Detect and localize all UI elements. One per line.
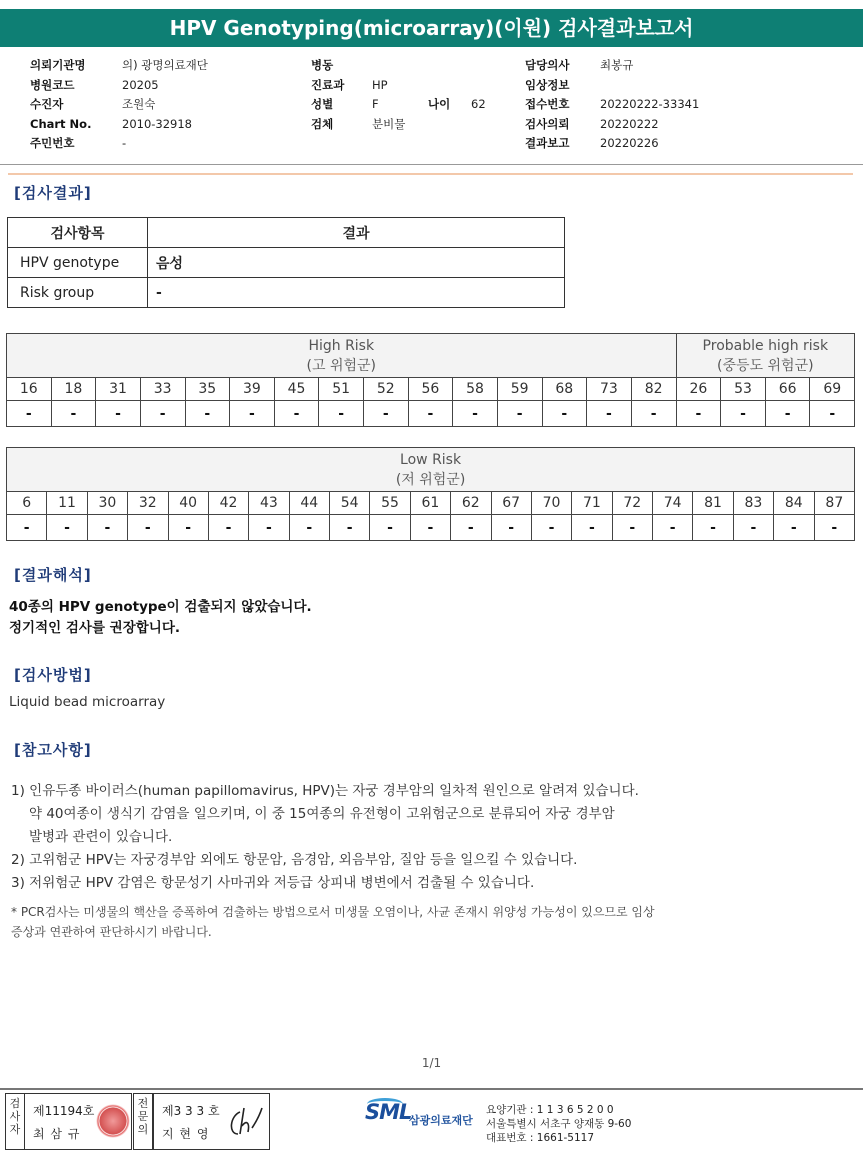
contact-info <box>486 1103 631 1145</box>
high-risk-title: High Risk <box>308 337 375 354</box>
interpretation-line: 40종의 HPV genotype이 검출되지 않았습니다. <box>9 599 312 615</box>
info-column-2 <box>311 56 486 134</box>
info-value: 조원숙 <box>122 97 156 111</box>
inspector-label <box>5 1093 25 1150</box>
genotype-result: - <box>330 515 370 541</box>
label-char: 문 <box>137 1110 149 1123</box>
info-value: HP <box>372 77 388 92</box>
genotype-label: 6 <box>7 492 47 515</box>
genotype-label: 58 <box>453 378 498 401</box>
genotype-label: 31 <box>96 378 141 401</box>
logo-arc-icon <box>367 1098 403 1110</box>
genotype-result: - <box>733 515 773 541</box>
genotype-result: - <box>274 401 319 427</box>
inspector-number: 제11194호 <box>33 1104 95 1118</box>
high-risk-table <box>6 333 855 427</box>
contact-line: 대표번호 : 1661-5117 <box>486 1132 595 1144</box>
note-item: 1) 인유두종 바이러스(human papillomavirus, HPV)는 자궁 경부암의 일차적 원인으로 알려져 있습니다. <box>11 783 639 799</box>
info-label: 병동 <box>311 58 334 72</box>
genotype-label: 54 <box>330 492 370 515</box>
genotype-result: - <box>168 515 208 541</box>
genotype-result: - <box>185 401 230 427</box>
genotype-result: - <box>542 401 587 427</box>
sml-logo <box>365 1100 473 1127</box>
genotype-label: 81 <box>693 492 733 515</box>
label-char: 자 <box>9 1123 21 1136</box>
genotype-result: - <box>408 401 453 427</box>
note-item: 2) 고위험군 HPV는 자궁경부암 외에도 항문암, 음경암, 외음부암, 질암 등을 일으킬 수 있습니다. <box>11 852 578 868</box>
genotype-result: - <box>491 515 531 541</box>
genotype-result: - <box>47 515 87 541</box>
genotype-result: - <box>453 401 498 427</box>
divider <box>8 173 853 175</box>
genotype-label: 56 <box>408 378 453 401</box>
info-value: 의) 광명의료재단 <box>122 58 208 72</box>
genotype-label: 53 <box>721 378 766 401</box>
info-value: 20205 <box>122 77 159 92</box>
info-label: 접수번호 <box>525 97 570 111</box>
result-header-item: 검사항목 <box>8 218 148 248</box>
genotype-label: 39 <box>230 378 275 401</box>
genotype-label: 74 <box>653 492 693 515</box>
result-table <box>7 217 565 308</box>
info-label: 의뢰기관명 <box>30 58 86 72</box>
result-value: - <box>148 278 565 308</box>
genotype-label: 66 <box>765 378 810 401</box>
genotype-result: - <box>249 515 289 541</box>
seal-icon <box>96 1104 130 1138</box>
genotype-result: - <box>87 515 127 541</box>
low-risk-subtitle: (저 위험군) <box>395 471 466 488</box>
info-value: 최봉규 <box>600 58 634 72</box>
inspector-name: 최 삼 규 <box>33 1127 81 1141</box>
genotype-label: 11 <box>47 492 87 515</box>
genotype-label: 42 <box>208 492 248 515</box>
notes-list <box>11 780 639 895</box>
info-label: 담당의사 <box>525 58 570 72</box>
note-item: 발병과 관련이 있습니다. <box>29 829 173 845</box>
genotype-label: 52 <box>364 378 409 401</box>
info-column-1 <box>30 56 208 154</box>
section-result-heading: [검사결과] <box>14 184 92 202</box>
note-item: 약 40여종이 생식기 감염을 일으키며, 이 중 15여종의 유전형이 고위험군으로 분류되어 자궁 경부암 <box>29 806 615 822</box>
genotype-result: - <box>676 401 721 427</box>
genotype-result: - <box>451 515 491 541</box>
genotype-label: 72 <box>612 492 652 515</box>
genotype-result: - <box>612 515 652 541</box>
low-risk-header <box>7 448 855 492</box>
genotype-result: - <box>497 401 542 427</box>
interpretation-line: 정기적인 검사를 권장합니다. <box>9 620 181 636</box>
info-label: 성별 <box>311 97 334 111</box>
genotype-result: - <box>531 515 571 541</box>
genotype-label: 32 <box>128 492 168 515</box>
genotype-result: - <box>814 515 855 541</box>
genotype-label: 68 <box>542 378 587 401</box>
probable-high-risk-header <box>676 334 855 378</box>
footnote <box>11 902 841 942</box>
genotype-label: 51 <box>319 378 364 401</box>
section-method-heading: [검사방법] <box>14 666 92 684</box>
method-text: Liquid bead microarray <box>9 694 166 710</box>
info-label: 수진자 <box>30 97 64 111</box>
genotype-label: 45 <box>274 378 319 401</box>
genotype-result: - <box>410 515 450 541</box>
low-risk-result-row <box>7 515 855 541</box>
section-notes-heading: [참고사항] <box>14 741 92 759</box>
genotype-label: 69 <box>810 378 855 401</box>
genotype-label: 40 <box>168 492 208 515</box>
low-risk-table <box>6 447 855 541</box>
specialist-number: 제3 3 3 호 <box>162 1104 220 1118</box>
info-value: 분비물 <box>372 116 406 131</box>
genotype-result: - <box>774 515 814 541</box>
genotype-result: - <box>370 515 410 541</box>
specialist-label <box>133 1093 153 1150</box>
inspector-label-text <box>6 1097 24 1136</box>
genotype-result: - <box>572 515 612 541</box>
probable-high-risk-subtitle: (중등도 위험군) <box>717 357 814 374</box>
info-label: 임상정보 <box>525 77 570 92</box>
footer-divider <box>0 1088 863 1090</box>
logo-mark: SML <box>365 1100 412 1124</box>
result-item: HPV genotype <box>8 248 148 278</box>
info-label: 검체 <box>311 116 334 131</box>
page-number: 1/1 <box>421 1056 442 1070</box>
footnote-line: * PCR검사는 미생물의 핵산을 증폭하여 검출하는 방법으로서 미생물 오염이나, 사균 존재시 위양성 가능성이 있으므로 임상 <box>11 905 655 919</box>
genotype-result: - <box>208 515 248 541</box>
divider <box>0 164 863 165</box>
info-value: 20220226 <box>600 136 659 150</box>
result-item: Risk group <box>8 278 148 308</box>
age-label: 나이 <box>428 97 451 111</box>
interpretation-text <box>9 597 312 639</box>
genotype-label: 62 <box>451 492 491 515</box>
genotype-label: 83 <box>733 492 773 515</box>
info-value: F <box>372 97 379 111</box>
genotype-label: 73 <box>587 378 632 401</box>
high-risk-type-row <box>7 378 855 401</box>
result-header-result: 결과 <box>148 218 565 248</box>
genotype-label: 18 <box>51 378 96 401</box>
info-value: - <box>122 136 127 150</box>
genotype-result: - <box>587 401 632 427</box>
note-item: 3) 저위험군 HPV 감염은 항문성기 사마귀와 저등급 상피내 병변에서 검출될 수 있습니다. <box>11 875 535 891</box>
probable-high-risk-title: Probable high risk <box>702 337 829 354</box>
genotype-result: - <box>7 401 52 427</box>
info-label: 진료과 <box>311 77 345 92</box>
info-column-3 <box>525 56 699 154</box>
genotype-label: 70 <box>531 492 571 515</box>
genotype-label: 16 <box>7 378 52 401</box>
specialist-name: 지 현 영 <box>162 1127 210 1141</box>
genotype-label: 44 <box>289 492 329 515</box>
genotype-label: 61 <box>410 492 450 515</box>
genotype-label: 43 <box>249 492 289 515</box>
info-label: Chart No. <box>30 116 92 131</box>
genotype-label: 67 <box>491 492 531 515</box>
info-value: 20220222 <box>600 116 659 131</box>
genotype-label: 59 <box>497 378 542 401</box>
genotype-result: - <box>364 401 409 427</box>
genotype-result: - <box>653 515 693 541</box>
high-risk-header <box>7 334 677 378</box>
contact-line: 요양기관 : 1 1 3 6 5 2 0 0 <box>486 1104 614 1116</box>
info-value: 20220222-33341 <box>600 97 700 111</box>
genotype-result: - <box>810 401 855 427</box>
genotype-label: 26 <box>676 378 721 401</box>
genotype-result: - <box>631 401 676 427</box>
contact-line: 서울특별시 서초구 양재동 9-60 <box>486 1118 632 1130</box>
low-risk-title: Low Risk <box>400 451 462 468</box>
genotype-result: - <box>693 515 733 541</box>
label-char: 검 <box>9 1097 21 1110</box>
genotype-result: - <box>319 401 364 427</box>
high-risk-subtitle: (고 위험군) <box>306 357 377 374</box>
logo-name: 삼광의료재단 <box>409 1114 473 1127</box>
genotype-result: - <box>289 515 329 541</box>
label-char: 사 <box>9 1110 21 1123</box>
info-label: 결과보고 <box>525 136 570 150</box>
genotype-label: 87 <box>814 492 855 515</box>
genotype-result: - <box>230 401 275 427</box>
genotype-label: 71 <box>572 492 612 515</box>
info-value: 2010-32918 <box>122 116 192 131</box>
signature-icon <box>224 1100 266 1142</box>
info-label: 병원코드 <box>30 77 75 92</box>
low-risk-type-row <box>7 492 855 515</box>
section-interpretation-heading: [결과해석] <box>14 566 92 584</box>
genotype-label: 55 <box>370 492 410 515</box>
label-char: 의 <box>137 1123 149 1136</box>
label-char: 전 <box>137 1097 149 1110</box>
genotype-label: 82 <box>631 378 676 401</box>
genotype-result: - <box>140 401 185 427</box>
genotype-result: - <box>128 515 168 541</box>
genotype-label: 35 <box>185 378 230 401</box>
genotype-result: - <box>7 515 47 541</box>
age-value: 62 <box>471 97 486 111</box>
genotype-result: - <box>96 401 141 427</box>
genotype-label: 84 <box>774 492 814 515</box>
report-title: HPV Genotyping(microarray)(이원) 검사결과보고서 <box>0 9 863 47</box>
genotype-result: - <box>721 401 766 427</box>
footnote-line: 증상과 연관하여 판단하시기 바랍니다. <box>11 925 212 939</box>
info-label: 주민번호 <box>30 136 75 150</box>
genotype-result: - <box>765 401 810 427</box>
genotype-label: 30 <box>87 492 127 515</box>
specialist-label-text <box>134 1097 152 1136</box>
genotype-result: - <box>51 401 96 427</box>
result-value: 음성 <box>148 248 565 278</box>
info-label: 검사의뢰 <box>525 116 570 131</box>
genotype-label: 33 <box>140 378 185 401</box>
high-risk-result-row <box>7 401 855 427</box>
